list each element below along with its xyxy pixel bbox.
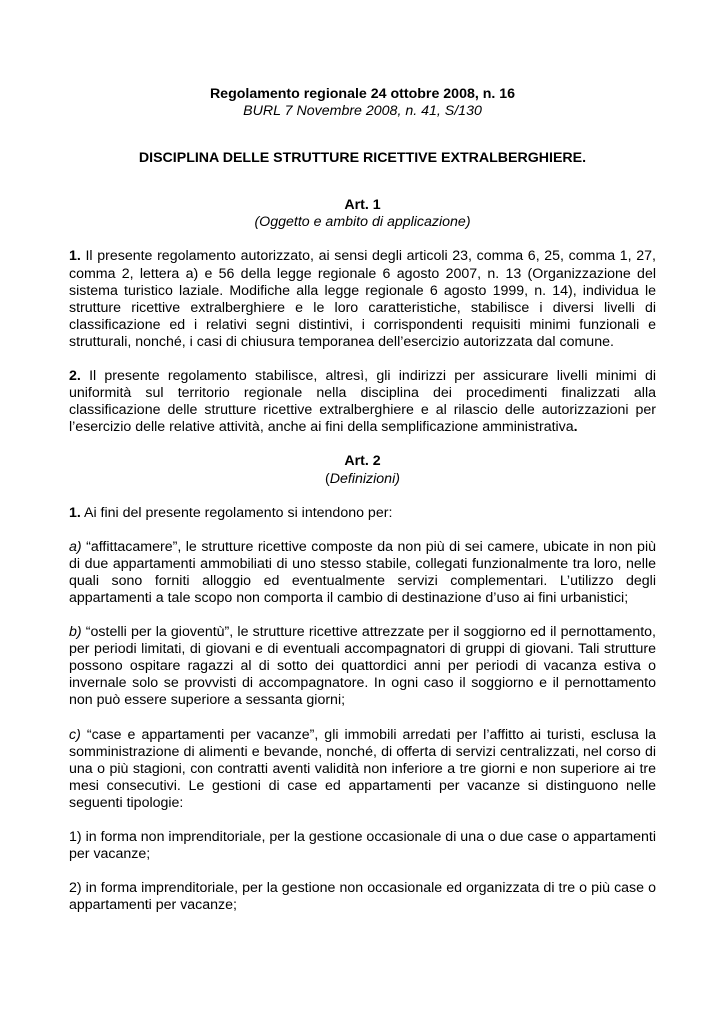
paragraph-number: 1. [69,248,81,265]
item-text: “case e appartamenti per vacanze”, gli immobili arredati per l’affitto ai turisti, esclusa la somministrazione di alimenti e bevande, nonché, di offerta di servizi centralizzati, nel corso di una o più stagioni, con contratti aventi validità non inferiore a tre giorni e non superiore ai tre mesi consecutivi. Le gestioni di case ed appartamenti per vacanze si distinguono nelle seguenti tipologie: [69,726,656,811]
art2-subheading [69,471,656,488]
definition-c [69,727,656,812]
paragraph-number: 2. [69,368,81,385]
definition-a [69,539,656,607]
type-item-1: 1) in forma non imprenditoriale, per la gestione occasionale di una o due case o appartamenti per vacanze; [69,829,656,863]
art1-paragraph-1 [69,248,656,351]
art2-heading: Art. 2 [344,453,381,470]
item-text: “affittacamere”, le strutture ricettive composte da non più di sei camere, ubicate in non più di due appartamenti ammobiliati di uno stesso stabile, collegati funzionalmente tra loro, nelle quali sono forniti alloggio ed eventualmente servizi complementari. L’utilizzo degli appartamenti a tale scopo non comporta il cambio di destinazione d’uso ai fini urbanistici; [69,538,656,606]
burl-reference: BURL 7 Novembre 2008, n. 41, S/130 [243,103,482,120]
subject-heading: DISCIPLINA DELLE STRUTTURE RICETTIVE EXTRALBERGHIERE. [138,150,587,167]
art1-heading: Art. 1 [344,197,381,214]
item-label: c) [69,726,81,743]
art1-subheading: (Oggetto e ambito di applicazione) [254,214,471,231]
item-label: b) [69,624,82,641]
paragraph-text: Il presente regolamento autorizzato, ai sensi degli articoli 23, comma 6, 25, comma 1, 27, comma 2, lettera a) e 56 della legge regionale 6 agosto 2007, n. 13 (Organizzazione del sistema turistico laziale. Modifiche alla legge regionale 6 agosto 1999, n. 14), individua le strutture ricettive extralberghiere e le loro caratteristiche, stabilisce i diversi livelli di classificazione ed i relativi segni distintivi, i corrispondenti requisiti minimi funzionali e strutturali, nonché, i casi di chiusura temporanea dell’esercizio autorizzata dal comune. [69,248,656,350]
paragraph-text: Ai fini del presente regolamento si intendono per: [80,504,393,521]
paren: ( [325,470,330,487]
paragraph-text: Il presente regolamento stabilisce, altresì, gli indirizzi per assicurare livelli minimi di uniformità sul territorio regionale nella disciplina dei procedimenti finalizzati alla classificazione delle strutture ricettive extralberghiere e al rilascio delle autorizzazioni per l’esercizio delle relative attività, anche ai fini della semplificazione amministrativa [69,368,656,436]
item-text: “ostelli per la gioventù”, le strutture ricettive attrezzate per il soggiorno ed il pernottamento, per periodi limitati, di giovani e di eventuali accompagnatori di gruppi di giovani. Tali strutture possono ospitare ragazzi al di sotto dei quattordici anni per periodi di vacanza estiva o invernale solo se provvisti di accompagnatore. In ogni caso il soggiorno e il pernottamento non può essere superiore a sessanta giorni; [69,624,656,709]
paragraph-number: 1. [69,504,81,521]
item-label: a) [69,538,82,555]
definition-b [69,624,656,709]
art1-paragraph-2 [69,368,656,436]
subheading-word: Definizioni) [329,470,400,487]
paragraph-end: . [573,419,578,436]
regulation-title: Regolamento regionale 24 ottobre 2008, n. 16 [209,86,516,102]
document-page [69,86,656,914]
art2-paragraph-1 [69,505,656,522]
type-item-2: 2) in forma imprenditoriale, per la gestione non occasionale ed organizzata di tre o più case o appartamenti per vacanze; [69,880,656,914]
